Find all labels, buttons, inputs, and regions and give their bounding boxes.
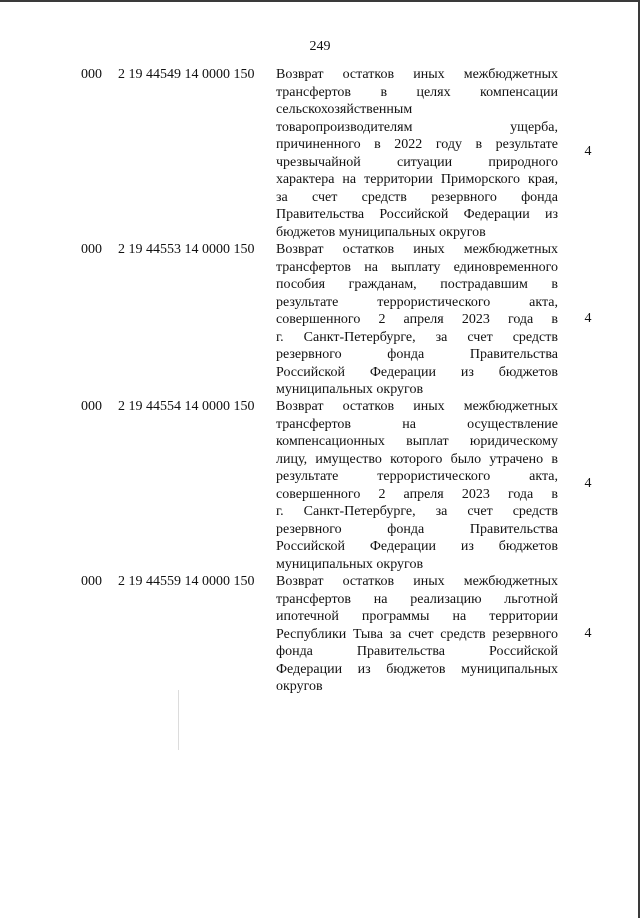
description-line: результате террористического акта,: [276, 294, 558, 310]
description-line: Правительства Российской Федерации из: [276, 207, 558, 222]
description-line: Возврат остатков иных межбюджетных: [276, 67, 558, 82]
scan-edge-top: [0, 0, 640, 2]
page-number: 249: [309, 39, 331, 54]
description-line: бюджетов муниципальных округов: [276, 224, 486, 240]
description-line: резервного фонда Правительства: [276, 521, 558, 537]
description-line: трансфертов в целях компенсации: [276, 84, 558, 100]
budget-classification-code: 2 19 44559 14 0000 150: [118, 574, 255, 589]
description-line: результате террористического акта,: [276, 469, 558, 484]
description-line: лицу, имущество которого было утрачено в: [276, 451, 558, 467]
description-line: г. Санкт-Петербурге, за счет средств: [276, 504, 558, 519]
description-line: муниципальных округов: [276, 382, 424, 397]
description-line: Российской Федерации из бюджетов: [276, 539, 558, 554]
description-line: Возврат остатков иных межбюджетных: [276, 574, 558, 589]
level-value: 4: [584, 311, 592, 326]
description-line: причиненного в 2022 году в результате: [276, 137, 558, 152]
level-value: 4: [584, 626, 592, 641]
admin-code: 000: [81, 67, 102, 82]
description-line: Возврат остатков иных межбюджетных: [276, 242, 558, 257]
description-line: Возврат остатков иных межбюджетных: [276, 399, 558, 414]
description-line: чрезвычайной ситуации природного: [276, 154, 558, 170]
admin-code: 000: [81, 574, 102, 589]
description-line: трансфертов на осуществление: [276, 416, 558, 432]
description-line: ипотечной программы на территории: [276, 609, 558, 624]
description-line: товаропроизводителям ущерба,: [276, 119, 558, 135]
description-line: муниципальных округов: [276, 556, 424, 572]
budget-classification-code: 2 19 44554 14 0000 150: [118, 399, 255, 414]
description-line: г. Санкт-Петербурге, за счет средств: [276, 329, 558, 345]
description-line: округов: [276, 679, 323, 694]
description-line: Российской Федерации из бюджетов: [276, 364, 558, 380]
scan-mark: [178, 690, 179, 750]
row-description: [276, 398, 558, 573]
description-line: совершенного 2 апреля 2023 года в: [276, 312, 558, 327]
description-line: трансфертов на выплату единовременного: [276, 259, 558, 275]
description-line: Республики Тыва за счет средств резервного: [276, 626, 558, 642]
description-line: Федерации из бюджетов муниципальных: [276, 661, 558, 677]
description-line: трансфертов на реализацию льготной: [276, 591, 558, 607]
description-line: за счет средств резервного фонда: [276, 189, 558, 205]
budget-classification-code: 2 19 44553 14 0000 150: [118, 242, 255, 257]
level-value: 4: [584, 144, 592, 159]
description-line: фонда Правительства Российской: [276, 644, 558, 659]
description-line: совершенного 2 апреля 2023 года в: [276, 486, 558, 502]
description-line: пособия гражданам, пострадавшим в: [276, 277, 558, 292]
budget-classification-code: 2 19 44549 14 0000 150: [118, 67, 255, 82]
description-line: характера на территории Приморского края,: [276, 172, 558, 187]
row-description: [276, 66, 558, 241]
row-description: [276, 241, 558, 399]
description-line: компенсационных выплат юридическому: [276, 434, 558, 449]
description-line: резервного фонда Правительства: [276, 347, 558, 362]
admin-code: 000: [81, 242, 102, 257]
description-line: сельскохозяйственным: [276, 102, 413, 117]
row-description: [276, 573, 558, 696]
level-value: 4: [584, 476, 592, 491]
admin-code: 000: [81, 399, 102, 414]
